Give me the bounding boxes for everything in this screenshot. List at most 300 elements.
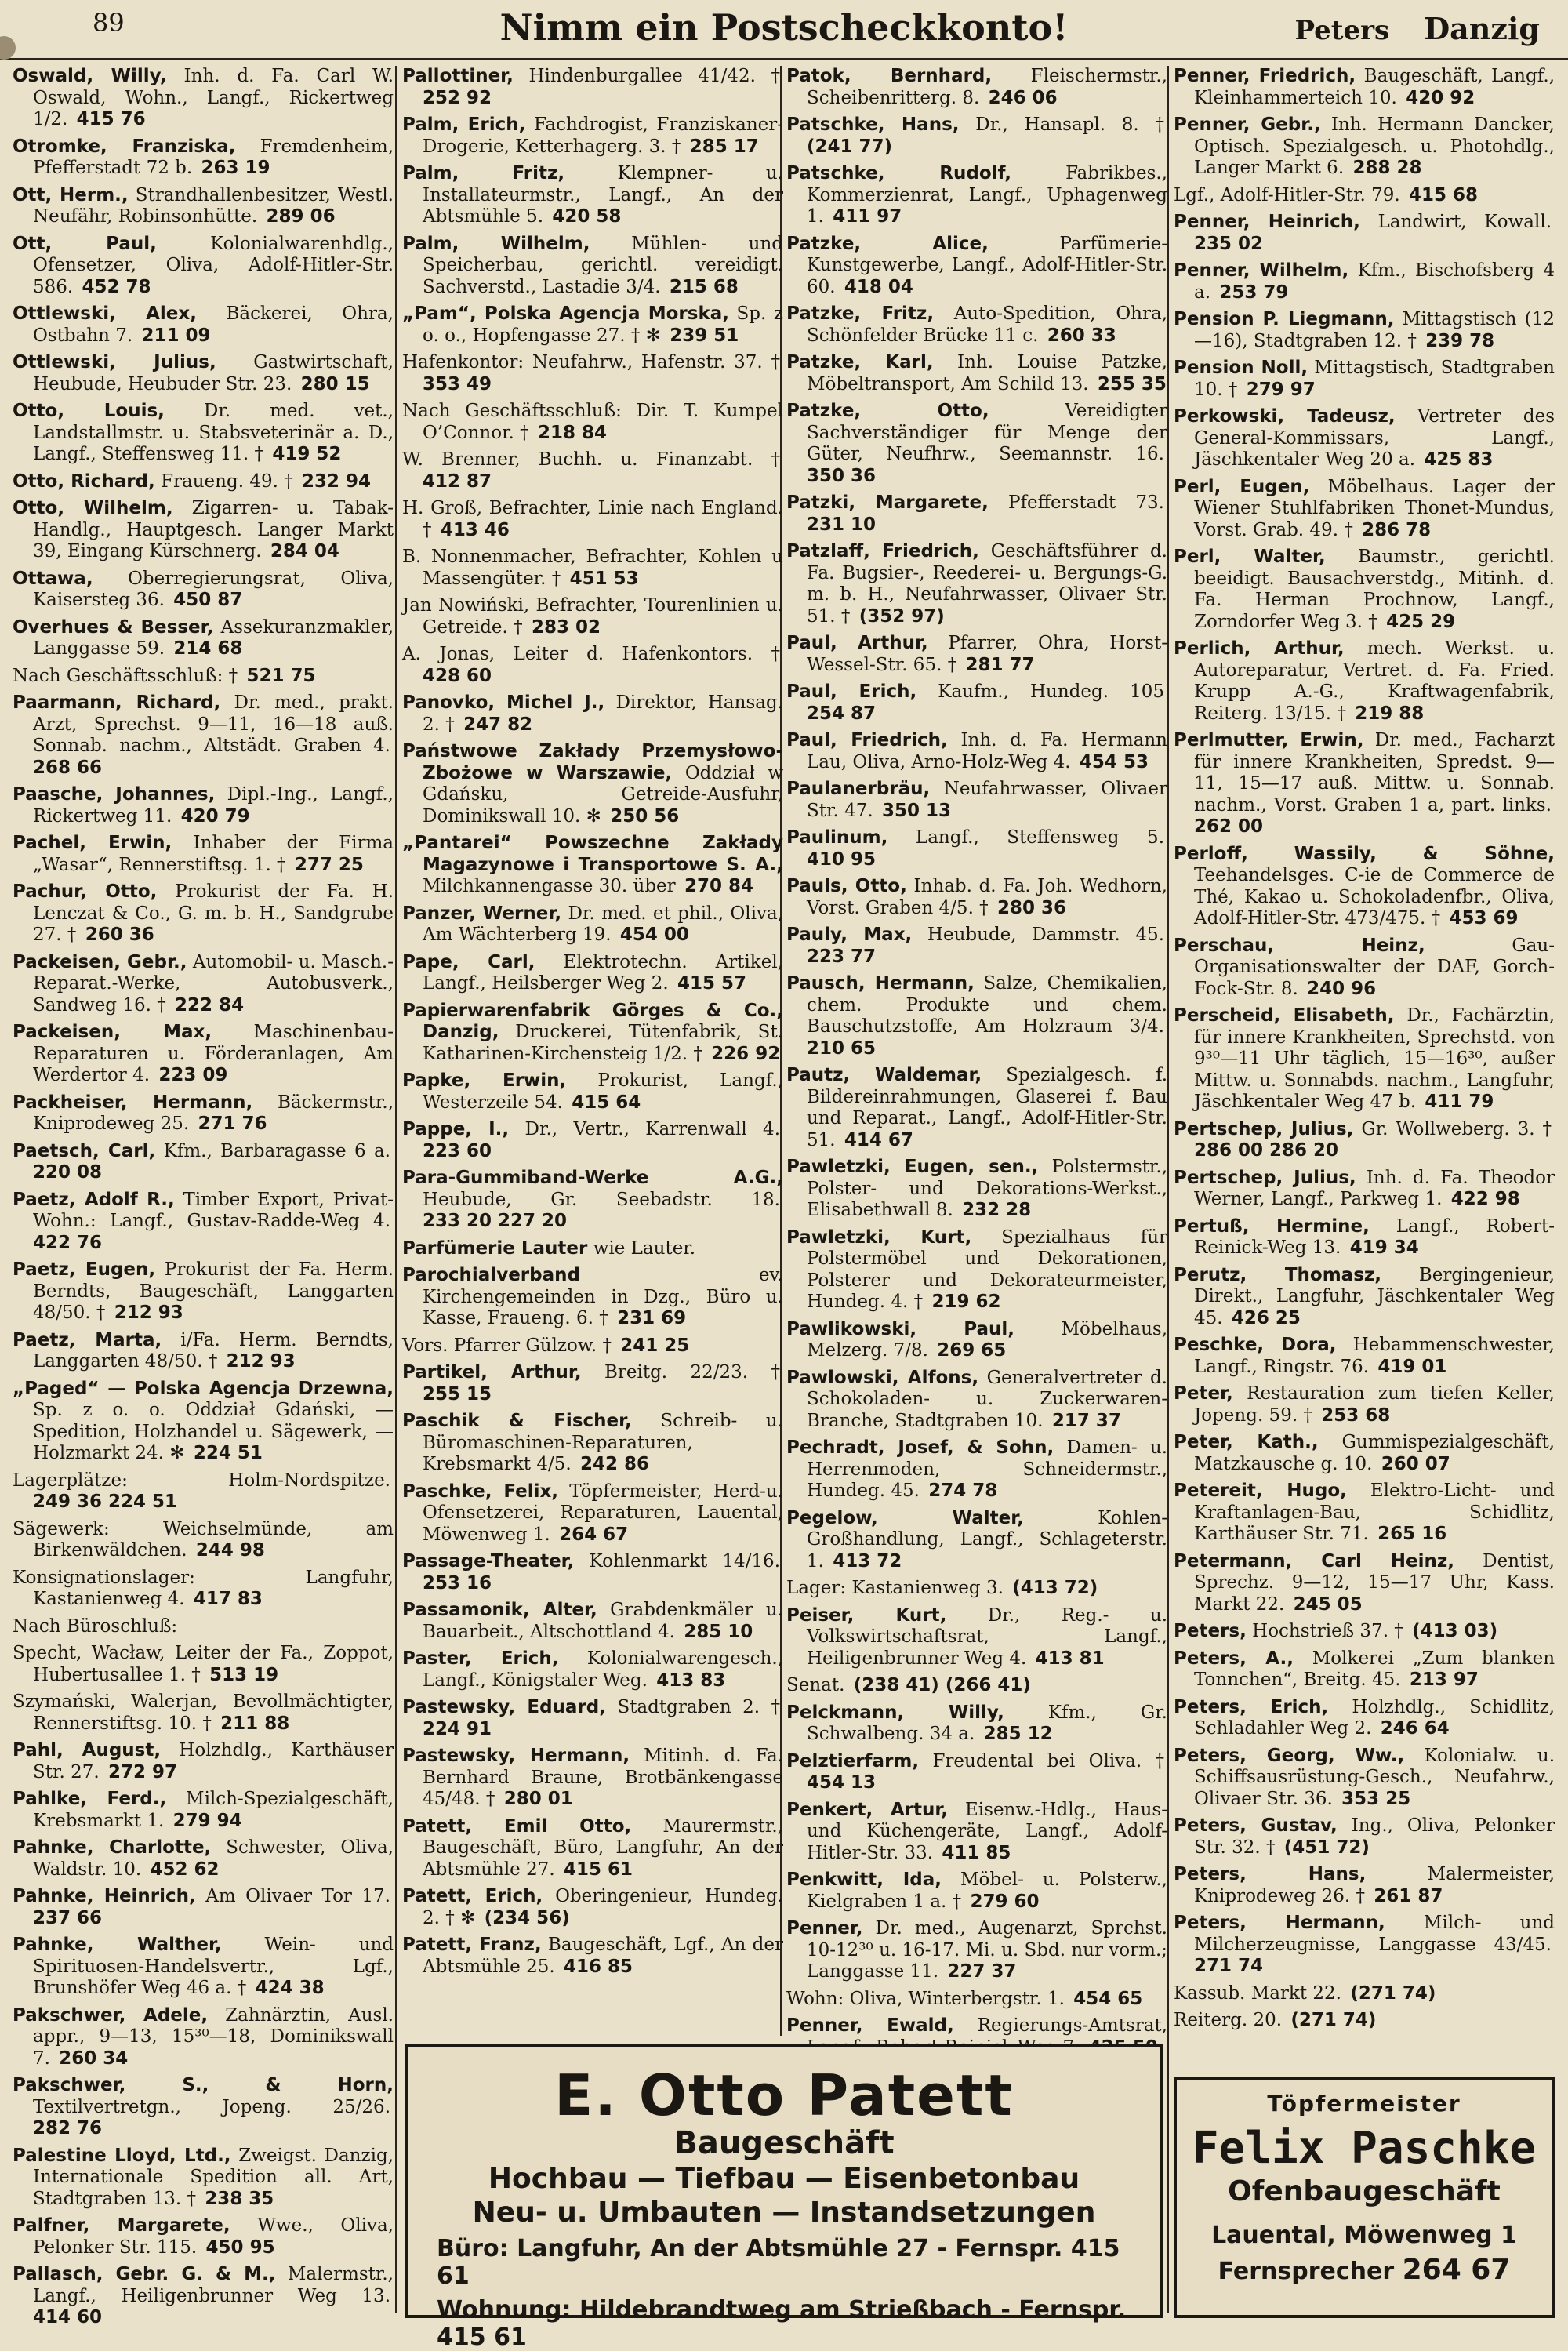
entry-name: Paetz, Eugen, bbox=[13, 1259, 156, 1280]
entry-phone: 232 28 bbox=[962, 1200, 1032, 1220]
entry-details: Inhaber der Firma „Wasar“, Rennerstiftsg. 1. † bbox=[33, 833, 394, 875]
directory-entry bbox=[1174, 730, 1555, 838]
directory-entry bbox=[13, 692, 394, 779]
entry-details: Malermeister, Kniprodeweg 26. † bbox=[1194, 1864, 1555, 1906]
directory-entry bbox=[1174, 1697, 1555, 1740]
directory-entry bbox=[786, 681, 1167, 725]
directory-entry bbox=[786, 352, 1167, 395]
directory-entry bbox=[402, 595, 783, 638]
entry-name: Parfümerie Lauter bbox=[402, 1237, 588, 1259]
entry-name: Parochialverband bbox=[402, 1265, 580, 1285]
entry-phone: 242 86 bbox=[579, 1454, 649, 1474]
entry-details: A. Jonas, Leiter d. Hafenkontors. † bbox=[402, 644, 780, 664]
directory-entry bbox=[1174, 477, 1555, 542]
directory-entry bbox=[786, 1605, 1167, 1670]
directory-entry bbox=[402, 1070, 783, 1114]
entry-details: Inh. d. Fa. Hermann Lau, Oliva, Arno-Holz-Weg 4. bbox=[807, 730, 1167, 772]
entry-details: Lagerplätze: Holm-Nordspitze. bbox=[13, 1470, 390, 1491]
entry-phone: 241 25 bbox=[620, 1335, 690, 1356]
entry-phone: 353 25 bbox=[1341, 1788, 1411, 1809]
entry-phone: 247 82 bbox=[463, 714, 533, 735]
directory-entry bbox=[13, 1789, 394, 1832]
entry-details: Hebammenschwester, Langf., Ringstr. 76. bbox=[1194, 1335, 1555, 1377]
entry-phone: 268 66 bbox=[33, 757, 103, 778]
entry-name: Perloff, Wassily, & Söhne, bbox=[1174, 843, 1555, 864]
entry-name: Paul, Friedrich, bbox=[786, 730, 948, 750]
entry-details: Inh. d. Fa. Theodor Werner, Langf., Parkweg 1. bbox=[1194, 1167, 1555, 1209]
entry-name: Pahnke, Walther, bbox=[13, 1935, 222, 1955]
entry-name: Paulanerbräu, bbox=[786, 779, 931, 799]
entry-details: Ing., Oliva, Pelonker Str. 32. † bbox=[1194, 1815, 1555, 1858]
entry-phone: 226 92 bbox=[711, 1043, 781, 1064]
entry-phone: 286 78 bbox=[1362, 519, 1432, 540]
directory-entry bbox=[1174, 547, 1555, 633]
entry-phone: 220 08 bbox=[33, 1162, 103, 1183]
entry-details: Pfarrer, Ohra, Horst-Wessel-Str. 65. † bbox=[807, 633, 1167, 675]
entry-details: Maschinenbau-Reparaturen u. Förderanlagen, Am Werdertor 4. bbox=[33, 1022, 394, 1085]
entry-phone: 450 95 bbox=[205, 2237, 275, 2258]
entry-phone: 285 17 bbox=[689, 136, 759, 157]
entry-name: Palm, Erich, bbox=[402, 114, 526, 135]
directory-entry bbox=[402, 1335, 783, 1357]
entry-name: Palm, Fritz, bbox=[402, 163, 565, 184]
entry-details: Elektrotechn. Artikel, Langf., Heilsberger Weg 2. bbox=[423, 951, 783, 994]
entry-details: Gr. Wollweberg. 3. † bbox=[1361, 1118, 1552, 1139]
range-name: Peters bbox=[1294, 15, 1390, 46]
entry-name: Ott, Paul, bbox=[13, 233, 157, 254]
entry-phone: 415 61 bbox=[563, 1859, 633, 1880]
entry-name: Peters, Hans, bbox=[1174, 1864, 1367, 1884]
directory-entry bbox=[1174, 1983, 1555, 2005]
entry-details: Mühlen- und Speicherbau, gerichtl. vereidigt. Sachverstd., Lastadie 3/4. bbox=[423, 233, 784, 297]
ad-services-line: Neu- u. Umbauten — Instandsetzungen bbox=[472, 2197, 1096, 2229]
entry-name: Pechradt, Josef, & Sohn, bbox=[786, 1437, 1054, 1458]
entry-name: Peters, A., bbox=[1174, 1648, 1294, 1669]
directory-entry bbox=[402, 547, 783, 590]
entry-details: Inh. d. Fa. Carl W. Oswald, Wohn., Langf., Rickertweg 1/2. bbox=[33, 66, 394, 129]
entry-name: Paetz, Marta, bbox=[13, 1329, 162, 1350]
entry-phone: 454 00 bbox=[619, 925, 689, 945]
entry-details: Dipl.-Ing., Langf., Rickertweg 11. bbox=[33, 784, 394, 827]
entry-name: Pahnke, Charlotte, bbox=[13, 1837, 212, 1858]
entry-details: Bäckermstr., Kniprodeweg 25. bbox=[33, 1092, 394, 1134]
entry-name: Penner, Ewald, bbox=[786, 2015, 954, 2036]
entry-details: Wein- und Spirituosen-Handelsvertr., Lgf., Brunshöfer Weg 46 a. † bbox=[33, 1935, 394, 1998]
directory-entry bbox=[786, 1157, 1167, 1222]
entry-phone: 245 05 bbox=[1293, 1593, 1363, 1615]
entry-name: Panzer, Werner, bbox=[402, 903, 562, 924]
entry-phone: 453 69 bbox=[1449, 908, 1519, 928]
entry-phone: 261 87 bbox=[1374, 1885, 1443, 1906]
entry-name: Paster, Erich, bbox=[402, 1648, 559, 1669]
entry-details: Schreib- u. Büromaschinen-Reparaturen, Krebsmarkt 4/5. bbox=[423, 1411, 784, 1474]
entry-details: Fleischermstr., Scheibenritterg. 8. bbox=[807, 66, 1167, 108]
directory-entry bbox=[786, 925, 1167, 968]
entry-details: Klempner- u. Installateurmstr., Langf., An der Abtsmühle 5. bbox=[423, 163, 783, 227]
directory-entry bbox=[402, 1481, 783, 1546]
directory-column-2 bbox=[402, 66, 783, 2034]
directory-column-4 bbox=[1174, 66, 1555, 2070]
directory-entry bbox=[786, 1319, 1167, 1362]
city-name: Danzig bbox=[1424, 11, 1540, 46]
directory-entry bbox=[13, 1740, 394, 1783]
directory-entry bbox=[402, 1265, 783, 1330]
entry-details: i/Fa. Herm. Berndts, Langgarten 48/50. † bbox=[33, 1329, 394, 1372]
directory-entry bbox=[13, 833, 394, 876]
entry-details: Kfm., Barbaragasse 6 a. bbox=[163, 1140, 390, 1161]
entry-phone: 411 79 bbox=[1425, 1092, 1494, 1112]
directory-entry bbox=[13, 1141, 394, 1184]
directory-entry bbox=[402, 1001, 783, 1066]
directory-entry bbox=[402, 1119, 783, 1162]
entry-phone: 413 81 bbox=[1035, 1648, 1105, 1669]
entry-name: Patett, Franz, bbox=[402, 1935, 542, 1955]
entry-details: Senat. bbox=[786, 1675, 845, 1695]
entry-details: Milchkannengasse 30. über bbox=[423, 876, 676, 896]
entry-phone: 285 12 bbox=[983, 1724, 1053, 1744]
directory-entry bbox=[1174, 638, 1555, 725]
entry-phone: 420 92 bbox=[1406, 87, 1475, 108]
entry-details: Möbel- u. Polsterw., Kielgraben 1 a. † bbox=[807, 1870, 1167, 1912]
entry-name: Pallasch, Gebr. G. & M., bbox=[13, 2264, 276, 2284]
directory-entry bbox=[13, 498, 394, 563]
entry-phone: 237 66 bbox=[33, 1907, 103, 1928]
entry-phone: 253 68 bbox=[1321, 1404, 1391, 1426]
entry-phone: 426 25 bbox=[1231, 1307, 1301, 1328]
entry-details: Neufahrwasser, Olivaer Str. 47. bbox=[807, 779, 1167, 821]
directory-entry bbox=[402, 1648, 783, 1691]
entry-details: Holzhdlg., Karthäuser Str. 27. bbox=[33, 1740, 394, 1782]
entry-phone: 250 56 bbox=[610, 805, 680, 827]
entry-name: Perkowski, Tadeusz, bbox=[1174, 406, 1396, 427]
entry-phone: 454 53 bbox=[1079, 751, 1149, 772]
entry-details: Dr., Vertr., Karrenwall 4. bbox=[524, 1119, 781, 1139]
entry-name: Pawlowski, Alfons, bbox=[786, 1367, 979, 1388]
entry-name: Palm, Wilhelm, bbox=[402, 233, 590, 254]
directory-entry bbox=[402, 498, 783, 541]
entry-name: Pension P. Liegmann, bbox=[1174, 309, 1395, 329]
entry-phone: 269 65 bbox=[937, 1340, 1007, 1361]
entry-details: Kolonialw. u. Schiffsausrüstung-Gesch., Neufahrw., Olivaer Str. 36. bbox=[1194, 1745, 1555, 1809]
entry-details: Malermstr., Langf., Heiligenbrunner Weg 13. bbox=[33, 2264, 394, 2306]
directory-entry bbox=[402, 401, 783, 444]
entry-details: Fraueng. 49. † bbox=[161, 471, 293, 492]
directory-entry bbox=[786, 1918, 1167, 1983]
page-header bbox=[0, 0, 1568, 60]
entry-details: Dr. med., Augenarzt, Sprchst. 10-12³⁰ u. 16-17. Mi. u. Sbd. nur vorm.; Langgasse 11. bbox=[807, 1918, 1167, 1982]
entry-name: Peiser, Kurt, bbox=[786, 1604, 947, 1626]
entry-details: Baumstr., gerichtl. beeidigt. Bausachverstdg., Mitinh. d. Fa. Herman Prochnow, Langf., Zorndorfer Weg 3. † bbox=[1194, 547, 1555, 632]
directory-entry bbox=[13, 952, 394, 1017]
entry-details: mech. Werkst. u. Autoreparatur, Vertret. d. Fa. Fried. Krupp A.-G., Kraftwagenfabrik, Reiterg. 13/15. † bbox=[1194, 638, 1555, 724]
entry-phone: 255 15 bbox=[423, 1383, 492, 1404]
ad-name: Felix Paschke bbox=[1192, 2123, 1537, 2174]
directory-entry bbox=[786, 1870, 1167, 1913]
entry-details: Bergingenieur, Direkt., Langfuhr, Jäschkentaler Weg 45. bbox=[1194, 1264, 1555, 1328]
directory-entry bbox=[786, 1675, 1167, 1697]
directory-entry bbox=[1174, 309, 1555, 352]
entry-details: Zweigst. Danzig, Internationale Spedition all. Art, Stadtgraben 13. † bbox=[33, 2145, 394, 2209]
entry-phone: 413 83 bbox=[656, 1670, 726, 1691]
entry-phone: 416 85 bbox=[563, 1956, 633, 1977]
directory-entry bbox=[13, 1470, 394, 1513]
entry-details: Dr. med. et phil., Oliva, Am Wächterberg 19. bbox=[423, 903, 783, 945]
entry-details: Milch- und Milcherzeugnisse, Langgasse 43/45. bbox=[1194, 1913, 1555, 1955]
entry-phone: 270 84 bbox=[684, 876, 753, 896]
entry-details: Kfm., Gr. Schwalbeng. 34 a. bbox=[807, 1702, 1167, 1744]
entry-details: Geschäftsführer d. Fa. Bugsier-, Reederei- u. Bergungs-G. m. b. H., Neufahrwasser, Olivaer Str. 51. † bbox=[807, 541, 1167, 627]
entry-details: Sp. z o. o. Oddział Gdański, — Spedition, Holzhandel u. Sägewerk, — Holzmarkt 24. ✻ bbox=[33, 1400, 394, 1463]
entry-details: Inh. Louise Patzke, Möbeltransport, Am Schild 13. bbox=[807, 352, 1167, 394]
directory-entry bbox=[13, 1092, 394, 1136]
entry-phone: 419 01 bbox=[1377, 1356, 1447, 1377]
entry-phone: 413 72 bbox=[833, 1550, 902, 1572]
entry-details: Breitg. 22/23. † bbox=[604, 1362, 780, 1383]
directory-entry bbox=[786, 1368, 1167, 1433]
entry-details: Nach Geschäftsschluß: Dir. T. Kumpel O’Connor. † bbox=[402, 401, 783, 443]
entry-name: Penner, Wilhelm, bbox=[1174, 260, 1349, 281]
entry-name: Pape, Carl, bbox=[402, 951, 535, 972]
directory-entry bbox=[13, 1837, 394, 1880]
entry-phone: 211 09 bbox=[141, 325, 211, 346]
entry-phone: 281 77 bbox=[965, 654, 1035, 675]
entry-details: Maurermstr., Baugeschäft, Büro, Langfuhr, An der Abtsmühle 27. bbox=[423, 1815, 783, 1880]
entry-details: Lager: Kastanienweg 3. bbox=[786, 1578, 1004, 1598]
directory-entry bbox=[786, 1065, 1167, 1151]
entry-details: Hafenkontor: Neufahrw., Hafenstr. 37. † bbox=[402, 352, 780, 372]
directory-entry bbox=[786, 633, 1167, 676]
directory-entry bbox=[13, 471, 394, 493]
entry-details: Zahnärztin, Ausl. appr., 9—13, 15³⁰—18, Dominikswall 7. bbox=[33, 2004, 394, 2069]
entry-phone: 422 76 bbox=[33, 1232, 103, 1253]
entry-phone: 521 75 bbox=[246, 665, 316, 686]
entry-details: Kohlen-Großhandlung, Langf., Schlageterstr. 1. bbox=[807, 1507, 1167, 1572]
entry-phone: 263 19 bbox=[201, 158, 270, 178]
directory-entry bbox=[786, 114, 1167, 158]
entry-details: Hochstrieß 37. † bbox=[1252, 1621, 1403, 1641]
entry-phone: 277 25 bbox=[294, 854, 364, 875]
running-head bbox=[1295, 11, 1540, 46]
entry-details: Oberregierungsrat, Oliva, Kaisersteg 36. bbox=[33, 568, 394, 610]
entry-name: Patzlaff, Friedrich, bbox=[786, 541, 979, 561]
entry-name: Penner, bbox=[786, 1918, 863, 1939]
entry-phone: 418 04 bbox=[844, 276, 913, 297]
entry-details: Mitinh. d. Fa. Bernhard Braune, Brotbänkengasse 45/48. † bbox=[423, 1746, 783, 1809]
entry-details: Elektro-Licht- und Kraftanlagen-Bau, Schidlitz, Karthäuser Str. 71. bbox=[1194, 1481, 1555, 1544]
directory-entry bbox=[13, 1190, 394, 1255]
entry-name: Pahnke, Heinrich, bbox=[13, 1886, 196, 1906]
entry-details: Am Olivaer Tor 17. bbox=[205, 1886, 390, 1906]
directory-entry bbox=[1174, 1481, 1555, 1546]
entry-name: Oswald, Willy, bbox=[13, 66, 167, 86]
entry-details: Wohn: Oliva, Winterbergstr. 1. bbox=[786, 1988, 1065, 2009]
entry-details: Druckerei, Tütenfabrik, St. Katharinen-Kirchensteig 1/2. † bbox=[423, 1022, 783, 1064]
entry-details: Sägewerk: Weichselmünde, am Birkenwäldchen. bbox=[13, 1518, 394, 1561]
entry-name: Paetz, Adolf R., bbox=[13, 1189, 175, 1210]
directory-entry bbox=[786, 730, 1167, 773]
directory-entry bbox=[402, 903, 783, 947]
entry-name: Peters, Georg, Ww., bbox=[1174, 1745, 1405, 1766]
entry-details: Gastwirtschaft, Heubude, Heubuder Str. 23. bbox=[33, 352, 394, 394]
entry-name: Otto, Wilhelm, bbox=[13, 498, 173, 518]
directory-entry bbox=[786, 1227, 1167, 1314]
entry-name: Paarmann, Richard, bbox=[13, 692, 221, 713]
entry-phone: 252 92 bbox=[423, 87, 492, 108]
entry-name: Patzke, Alice, bbox=[786, 233, 989, 254]
page-number: 89 bbox=[93, 8, 125, 38]
entry-phone: 211 88 bbox=[220, 1713, 290, 1734]
entry-details: Nach Geschäftsschluß: † bbox=[13, 665, 238, 686]
entry-name: Paschik & Fischer, bbox=[402, 1411, 632, 1431]
entry-name: Otto, Louis, bbox=[13, 401, 165, 421]
entry-name: Peters, Gustav, bbox=[1174, 1815, 1338, 1836]
entry-phone: 280 36 bbox=[997, 897, 1067, 918]
ad-subtitle: Baugeschäft bbox=[673, 2125, 895, 2161]
directory-entry bbox=[786, 492, 1167, 536]
entry-name: Patzke, Fritz, bbox=[786, 303, 935, 324]
entry-phone: 244 98 bbox=[195, 1540, 265, 1561]
directory-entry bbox=[13, 1259, 394, 1324]
entry-name: Pelckmann, Willy, bbox=[786, 1702, 1004, 1723]
page-title: Nimm ein Postscheckkonto! bbox=[499, 6, 1069, 49]
directory-entry bbox=[1174, 1335, 1555, 1378]
entry-phone: 414 67 bbox=[844, 1129, 913, 1150]
directory-column-1 bbox=[13, 66, 394, 2327]
directory-entry bbox=[402, 1600, 783, 1643]
directory-entry bbox=[1174, 1621, 1555, 1643]
entry-details: Polstermstr., Polster- und Dekorations-Werkst., Elisabethwall 8. bbox=[807, 1157, 1167, 1220]
entry-phone: 255 35 bbox=[1097, 373, 1167, 394]
directory-column-3 bbox=[786, 66, 1167, 2034]
entry-name: Papierwarenfabrik Görges & Co., Danzig, bbox=[402, 1000, 783, 1042]
entry-name: Packheiser, Hermann, bbox=[13, 1092, 253, 1113]
directory-entry bbox=[402, 952, 783, 995]
directory-entry bbox=[1174, 1913, 1555, 1978]
entry-phone: 239 78 bbox=[1425, 330, 1495, 351]
entry-details: Oberingenieur, Hundeg. 2. † ✻ bbox=[423, 1886, 783, 1928]
entry-name: Pawlikowski, Paul, bbox=[786, 1318, 1015, 1339]
entry-phone: 218 84 bbox=[538, 422, 608, 443]
entry-name: Perl, Eugen, bbox=[1174, 476, 1310, 497]
directory-entry bbox=[786, 973, 1167, 1059]
entry-name: Ott, Herm., bbox=[13, 184, 129, 205]
entry-details: Stadtgraben 2. † bbox=[617, 1697, 781, 1717]
directory-entry bbox=[1174, 406, 1555, 471]
entry-phone: 235 02 bbox=[1194, 233, 1264, 254]
directory-entry bbox=[402, 1411, 783, 1476]
directory-entry bbox=[1174, 1551, 1555, 1616]
entry-name: Penner, Gebr., bbox=[1174, 114, 1321, 135]
entry-phone: 253 16 bbox=[423, 1572, 492, 1593]
entry-details: Vors. Pfarrer Gülzow. † bbox=[402, 1335, 612, 1356]
entry-phone: (352 97) bbox=[858, 605, 945, 627]
directory-entry bbox=[13, 352, 394, 395]
entry-name: Pauly, Max, bbox=[786, 925, 913, 945]
directory-entry bbox=[13, 401, 394, 466]
entry-details: Mittagstisch, Stadtgraben 10. † bbox=[1194, 358, 1555, 400]
entry-name: Para-Gummiband-Werke A.G., bbox=[402, 1168, 783, 1188]
entry-phone: 415 57 bbox=[677, 973, 746, 994]
entry-details: Dentist, Sprechz. 9—12, 15—17 Uhr, Kass. Markt 22. bbox=[1194, 1550, 1555, 1615]
entry-details: Vereidigter Sachverständiger für Menge der Güter, Neufhrw., Seemannstr. 16. bbox=[807, 401, 1168, 464]
entry-phone: 413 46 bbox=[440, 519, 510, 540]
directory-entry bbox=[13, 666, 394, 688]
entry-phone: 223 60 bbox=[423, 1140, 492, 1161]
entry-details: H. Groß, Befrachter, Linie nach England. † bbox=[402, 498, 783, 540]
column-divider bbox=[1167, 66, 1169, 2313]
directory-entry bbox=[13, 136, 394, 180]
entry-name: Perlmutter, Erwin, bbox=[1174, 730, 1364, 750]
entry-name: Penkert, Artur, bbox=[786, 1799, 949, 1820]
entry-phone: 419 52 bbox=[272, 444, 342, 464]
entry-name: Pertschep, Julius, bbox=[1174, 1118, 1354, 1139]
directory-entry bbox=[13, 2215, 394, 2258]
directory-entry bbox=[1174, 358, 1555, 401]
entry-name: Perl, Walter, bbox=[1174, 547, 1326, 567]
entry-phone: 274 78 bbox=[928, 1481, 998, 1501]
entry-details: Generalvertreter d. Schokoladen- u. Zuckerwaren-Branche, Stadtgraben 10. bbox=[807, 1367, 1167, 1431]
directory-entry bbox=[13, 2005, 394, 2070]
directory-entry bbox=[402, 1362, 783, 1405]
entry-name: Peter, bbox=[1174, 1383, 1233, 1404]
entry-name: Pawletzki, Kurt, bbox=[786, 1226, 972, 1248]
directory-entry bbox=[13, 1643, 394, 1686]
entry-name: Pausch, Hermann, bbox=[786, 973, 975, 994]
entry-phone: 246 06 bbox=[988, 87, 1058, 108]
directory-entry bbox=[13, 1886, 394, 1929]
entry-phone: 454 65 bbox=[1073, 1988, 1143, 2009]
entry-phone: 239 51 bbox=[670, 325, 739, 346]
entry-phone: 350 13 bbox=[881, 800, 952, 821]
directory-entry bbox=[402, 163, 783, 228]
entry-details: Prokurist, Langf., Westerzeile 54. bbox=[423, 1070, 783, 1113]
entry-name: Peters, Hermann, bbox=[1174, 1913, 1385, 1933]
directory-entry bbox=[13, 1330, 394, 1373]
entry-details: Spezialhaus für Polstermöbel und Dekorationen, Polsterer und Dekorateurmeister, Hundeg. 4. † bbox=[807, 1226, 1168, 1312]
entry-details: Szymański, Walerjan, Bevollmächtigter, Rennerstiftsg. 10. † bbox=[13, 1691, 394, 1734]
entry-details: Inh. Hermann Dancker, Optisch. Spezialgesch. u. Photohdlg., Langer Markt 6. bbox=[1194, 114, 1555, 178]
entry-phone: 227 37 bbox=[947, 1961, 1017, 1982]
entry-name: Peter, Kath., bbox=[1174, 1432, 1319, 1452]
directory-entry bbox=[13, 617, 394, 660]
entry-details: Jan Nowiński, Befrachter, Tourenlinien u. Getreide. † bbox=[402, 595, 783, 638]
entry-details: Dr. med., prakt. Arzt, Sprechst. 9—11, 16—18 auß. Sonnab. nachm., Altstädt. Graben 4. bbox=[33, 692, 394, 756]
entry-details: Molkerei „Zum blanken Tonnchen“, Breitg. 45. bbox=[1194, 1648, 1555, 1690]
entry-phone: 219 62 bbox=[931, 1292, 1001, 1312]
directory-entry bbox=[402, 66, 783, 109]
directory-entry bbox=[1174, 1648, 1555, 1691]
ad-home-address: Wohnung: Hildebrandtweg am Strießbach - Fernspr. 415 61 bbox=[437, 2296, 1127, 2351]
entry-details: Dr. med., Facharzt für innere Krankheiten, Spredst. 9—11, 15—17 auß. Mittw. u. Sonnab. nachm., Vorst. Graben 1 a, part. links. bbox=[1194, 730, 1555, 816]
entry-name: Peters, Erich, bbox=[1174, 1696, 1329, 1717]
entry-name: Peters, bbox=[1174, 1621, 1247, 1641]
entry-name: Patschke, Rudolf, bbox=[786, 163, 1011, 184]
entry-details: Fremdenheim, Pfefferstadt 72 b. bbox=[33, 136, 394, 178]
entry-details: Langf., Robert-Reinick-Weg 13. bbox=[1194, 1215, 1555, 1258]
entry-phone: 424 38 bbox=[255, 1978, 325, 1998]
directory-entry bbox=[786, 541, 1167, 627]
entry-name: Passamonik, Alter, bbox=[402, 1600, 597, 1620]
directory-entry bbox=[402, 741, 783, 827]
ad-phone-label: Fernsprecher bbox=[1218, 2258, 1395, 2285]
entry-details: Milch-Spezialgeschäft, Krebsmarkt 1. bbox=[33, 1789, 394, 1831]
entry-phone: 411 97 bbox=[833, 206, 902, 227]
directory-entry bbox=[1174, 1119, 1555, 1162]
entry-name: Paasche, Johannes, bbox=[13, 784, 216, 805]
ad-brand: E. Otto Patett bbox=[554, 2062, 1014, 2128]
directory-entry bbox=[786, 1751, 1167, 1794]
entry-phone: 253 79 bbox=[1219, 282, 1289, 303]
